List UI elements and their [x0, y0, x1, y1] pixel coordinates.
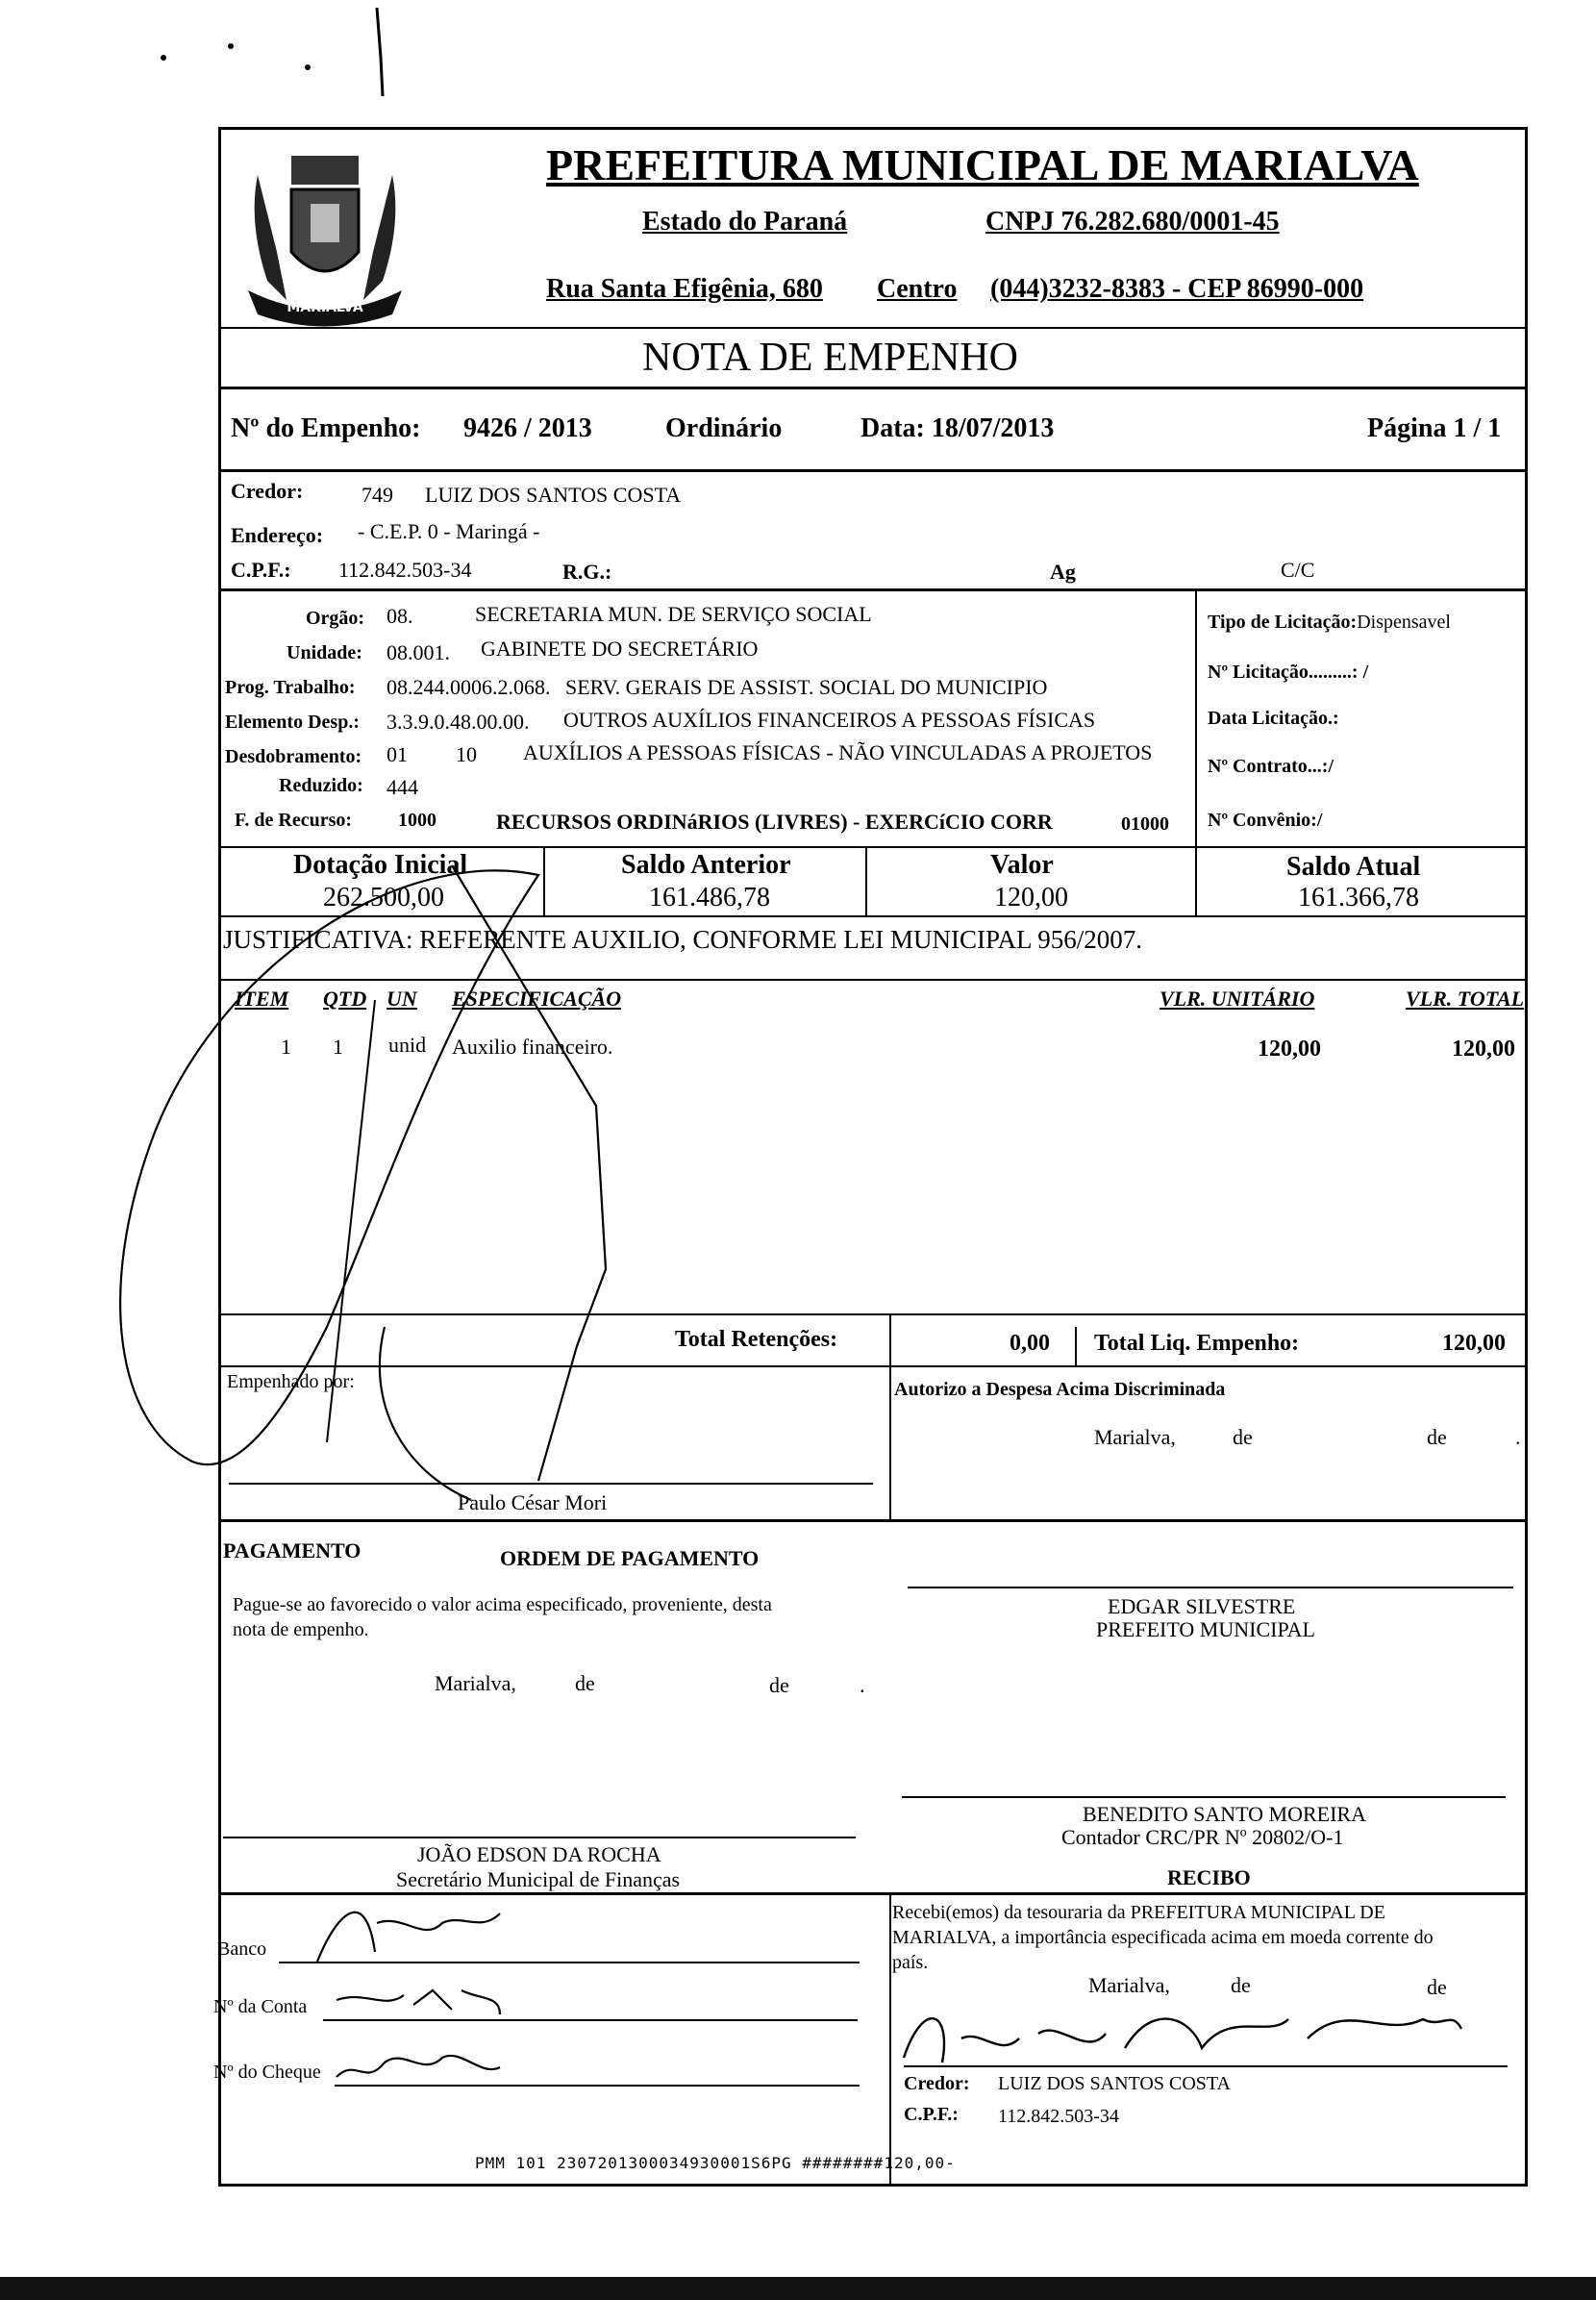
footer-code: PMM 101 2307201300034930001S6PG ########120,00- [475, 2154, 956, 2172]
cheque-line [335, 2085, 860, 2087]
pagamento-place: Marialva, [435, 1671, 516, 1695]
orgao-code: 08. [387, 604, 413, 628]
recibo-text-2: MARIALVA, a importância especificada acima em moeda corrente do [892, 1927, 1434, 1948]
prog-desc: SERV. GERAIS DE ASSIST. SOCIAL DO MUNICIPIO [565, 675, 1048, 699]
licitacao-tipo [1208, 612, 1451, 634]
autorizo-label: Autorizo a Despesa Acima Discriminada [894, 1379, 1226, 1400]
dotacao-value: 262.500,00 [323, 883, 444, 912]
document-title: NOTA DE EMPENHO [642, 336, 1018, 380]
orgao-desc: SECRETARIA MUN. DE SERVIÇO SOCIAL [475, 602, 872, 626]
divider [218, 915, 1528, 917]
cc-label: C/C [1281, 558, 1315, 582]
col-item: ITEM [235, 987, 289, 1011]
divider [543, 846, 545, 915]
signature-line [908, 1587, 1513, 1588]
divider [218, 588, 1528, 591]
saldo-atual-value: 161.366,78 [1298, 883, 1419, 912]
header-phone-cep: (044)3232-8383 - CEP 86990-000 [990, 274, 1364, 304]
contador-name: BENEDITO SANTO MOREIRA [1083, 1802, 1366, 1826]
signature-line [902, 1796, 1506, 1798]
credor-name: LUIZ DOS SANTOS COSTA [425, 483, 682, 507]
recurso-label: F. de Recurso: [235, 810, 353, 831]
pagamento-text-2: nota de empenho. [233, 1619, 369, 1640]
divider [1195, 846, 1197, 915]
header-state: Estado do Paraná [642, 207, 848, 237]
recibo-text-1: Recebi(emos) da tesouraria da PREFEITURA MUNICIPAL DE [892, 1902, 1385, 1923]
divider [889, 1313, 891, 1373]
recibo-title: RECIBO [1167, 1865, 1251, 1889]
pagamento-dot: . [860, 1673, 865, 1697]
recurso-code2: 01000 [1121, 813, 1169, 835]
valor-value: 120,00 [994, 883, 1068, 912]
divider [218, 469, 1528, 472]
col-especificacao: ESPECIFICAÇÃO [452, 987, 622, 1011]
header-cnpj: CNPJ 76.282.680/0001-45 [985, 207, 1280, 237]
licitacao-convenio: Nº Convênio:/ [1208, 810, 1323, 831]
autorizo-de2: de [1427, 1425, 1447, 1449]
divider [865, 846, 867, 915]
dotacao-label: Dotação Inicial [293, 850, 468, 880]
page-number: Página 1 / 1 [1367, 413, 1502, 443]
recibo-text-3: país. [892, 1952, 929, 1973]
desdob-b: 10 [456, 742, 477, 766]
desdob-label: Desdobramento: [225, 746, 362, 767]
ordem-pagamento-label: ORDEM DE PAGAMENTO [500, 1546, 760, 1570]
conta-line [323, 2019, 858, 2021]
empenhado-name: Paulo César Mori [458, 1490, 608, 1514]
elemento-desc: OUTROS AUXÍLIOS FINANCEIROS A PESSOAS FÍSICAS [563, 708, 1096, 732]
pagamento-de1: de [575, 1671, 595, 1695]
licitacao-numero: Nº Licitação.........: / [1208, 662, 1369, 683]
recurso-desc: RECURSOS ORDINáRIOS (LIVRES) - EXERCíCIO CORR [496, 810, 1053, 834]
coat-of-arms-icon [229, 137, 421, 329]
cheque-label: Nº do Cheque [213, 2062, 321, 2083]
cpf-value: 112.842.503-34 [338, 558, 472, 582]
empenho-date: Data: 18/07/2013 [860, 413, 1055, 443]
row-item: 1 [281, 1035, 291, 1059]
row-especificacao: Auxilio financeiro. [452, 1035, 613, 1059]
address-value: - C.E.P. 0 - Maringá - [358, 519, 540, 543]
justificativa-label: JUSTIFICATIVA: [223, 925, 413, 954]
empenho-type: Ordinário [665, 413, 783, 443]
orgao-label: Orgão: [306, 608, 365, 629]
retencoes-label: Total Retenções: [675, 1327, 838, 1352]
divider [218, 1313, 1528, 1315]
signature-line [223, 1837, 856, 1838]
ag-label: Ag [1050, 560, 1076, 584]
licitacao-data: Data Licitação.: [1208, 708, 1339, 729]
recibo-de2: de [1427, 1975, 1447, 1999]
licitacao-tipo-value: Dispensavel [1357, 612, 1451, 633]
unidade-code: 08.001. [387, 640, 450, 664]
recibo-cpf-label: C.P.F.: [904, 2104, 959, 2125]
banco-line [279, 1962, 860, 1963]
liq-empenho-value: 120,00 [1442, 1331, 1506, 1356]
divider [1075, 1327, 1077, 1365]
cpf-label: C.P.F.: [231, 558, 291, 582]
header-title: PREFEITURA MUNICIPAL DE MARIALVA [546, 140, 1419, 189]
divider [218, 1892, 1528, 1895]
credor-label: Credor: [231, 479, 304, 503]
recibo-de1: de [1231, 1973, 1251, 1997]
pagamento-text-1: Pague-se ao favorecido o valor acima especificado, proveniente, desta [233, 1594, 772, 1615]
divider [218, 327, 1528, 329]
row-un: unid [388, 1033, 427, 1057]
recibo-credor-label: Credor: [904, 2073, 970, 2094]
header-district: Centro [877, 274, 958, 304]
row-vlr-total: 120,00 [1452, 1037, 1515, 1062]
prog-label: Prog. Trabalho: [225, 677, 356, 698]
rg-label: R.G.: [562, 560, 612, 584]
justificativa-text: REFERENTE AUXILIO, CONFORME LEI MUNICIPAL 956/2007. [419, 925, 1143, 954]
scan-edge [0, 2277, 1596, 2300]
saldo-atual-label: Saldo Atual [1286, 852, 1421, 882]
secretario-name: JOÃO EDSON DA ROCHA [417, 1842, 661, 1866]
prefeito-title: PREFEITO MUNICIPAL [1096, 1617, 1315, 1641]
justificativa [223, 925, 1142, 955]
saldo-anterior-value: 161.486,78 [649, 883, 770, 912]
recibo-credor: LUIZ DOS SANTOS COSTA [998, 2073, 1231, 2094]
contador-title: Contador CRC/PR Nº 20802/O-1 [1061, 1825, 1344, 1849]
pagamento-de2: de [769, 1673, 789, 1697]
row-vlr-unitario: 120,00 [1258, 1037, 1321, 1062]
divider [889, 1892, 891, 2187]
divider [218, 979, 1528, 981]
desdob-a: 01 [387, 742, 408, 766]
recurso-code: 1000 [398, 810, 436, 831]
address-label: Endereço: [231, 523, 324, 547]
empenhado-label: Empenhado por: [227, 1371, 355, 1392]
credor-code: 749 [362, 483, 393, 507]
svg-text:MARIALVA: MARIALVA [287, 300, 363, 315]
divider [1195, 588, 1197, 848]
autorizo-place: Marialva, [1094, 1425, 1176, 1449]
licitacao-contrato: Nº Contrato...:/ [1208, 756, 1334, 777]
col-vlr-total: VLR. TOTAL [1406, 987, 1525, 1011]
conta-label: Nº da Conta [213, 1996, 308, 2017]
banco-label: Banco [217, 1938, 267, 1960]
col-vlr-unitario: VLR. UNITÁRIO [1160, 987, 1315, 1011]
divider [889, 1365, 891, 1519]
divider [218, 846, 1528, 848]
retencoes-value: 0,00 [1010, 1331, 1050, 1356]
saldo-anterior-label: Saldo Anterior [621, 850, 791, 880]
col-un: UN [387, 987, 417, 1011]
prefeito-name: EDGAR SILVESTRE [1108, 1594, 1296, 1618]
reduzido-value: 444 [387, 775, 418, 799]
header-address: Rua Santa Efigênia, 680 [546, 274, 823, 304]
prog-code: 08.244.0006.2.068. [387, 675, 551, 699]
unidade-desc: GABINETE DO SECRETÁRIO [481, 637, 759, 661]
empenho-label: Nº do Empenho: [231, 413, 421, 443]
autorizo-de1: de [1233, 1425, 1253, 1449]
valor-label: Valor [990, 850, 1054, 880]
elemento-label: Elemento Desp.: [225, 712, 360, 733]
autorizo-dot: . [1515, 1425, 1521, 1449]
licitacao-tipo-label: Tipo de Licitação: [1208, 612, 1358, 633]
reduzido-label: Reduzido: [279, 775, 363, 796]
recibo-place: Marialva, [1088, 1973, 1170, 1997]
signature-line [229, 1483, 873, 1485]
divider [218, 387, 1528, 389]
divider [218, 1519, 1528, 1522]
row-qtd: 1 [333, 1035, 343, 1059]
col-qtd: QTD [323, 987, 367, 1011]
secretario-title: Secretário Municipal de Finanças [396, 1867, 681, 1891]
elemento-code: 3.3.9.0.48.00.00. [387, 710, 530, 734]
recibo-cpf: 112.842.503-34 [998, 2106, 1119, 2127]
liq-empenho-label: Total Liq. Empenho: [1094, 1331, 1300, 1356]
signature-line [904, 2065, 1508, 2067]
desdob-desc: AUXÍLIOS A PESSOAS FÍSICAS - NÃO VINCULADAS A PROJETOS [523, 740, 1153, 764]
empenho-number: 9426 / 2013 [463, 413, 592, 443]
unidade-label: Unidade: [287, 642, 362, 663]
divider [218, 1365, 1528, 1367]
pagamento-label: PAGAMENTO [223, 1538, 362, 1562]
